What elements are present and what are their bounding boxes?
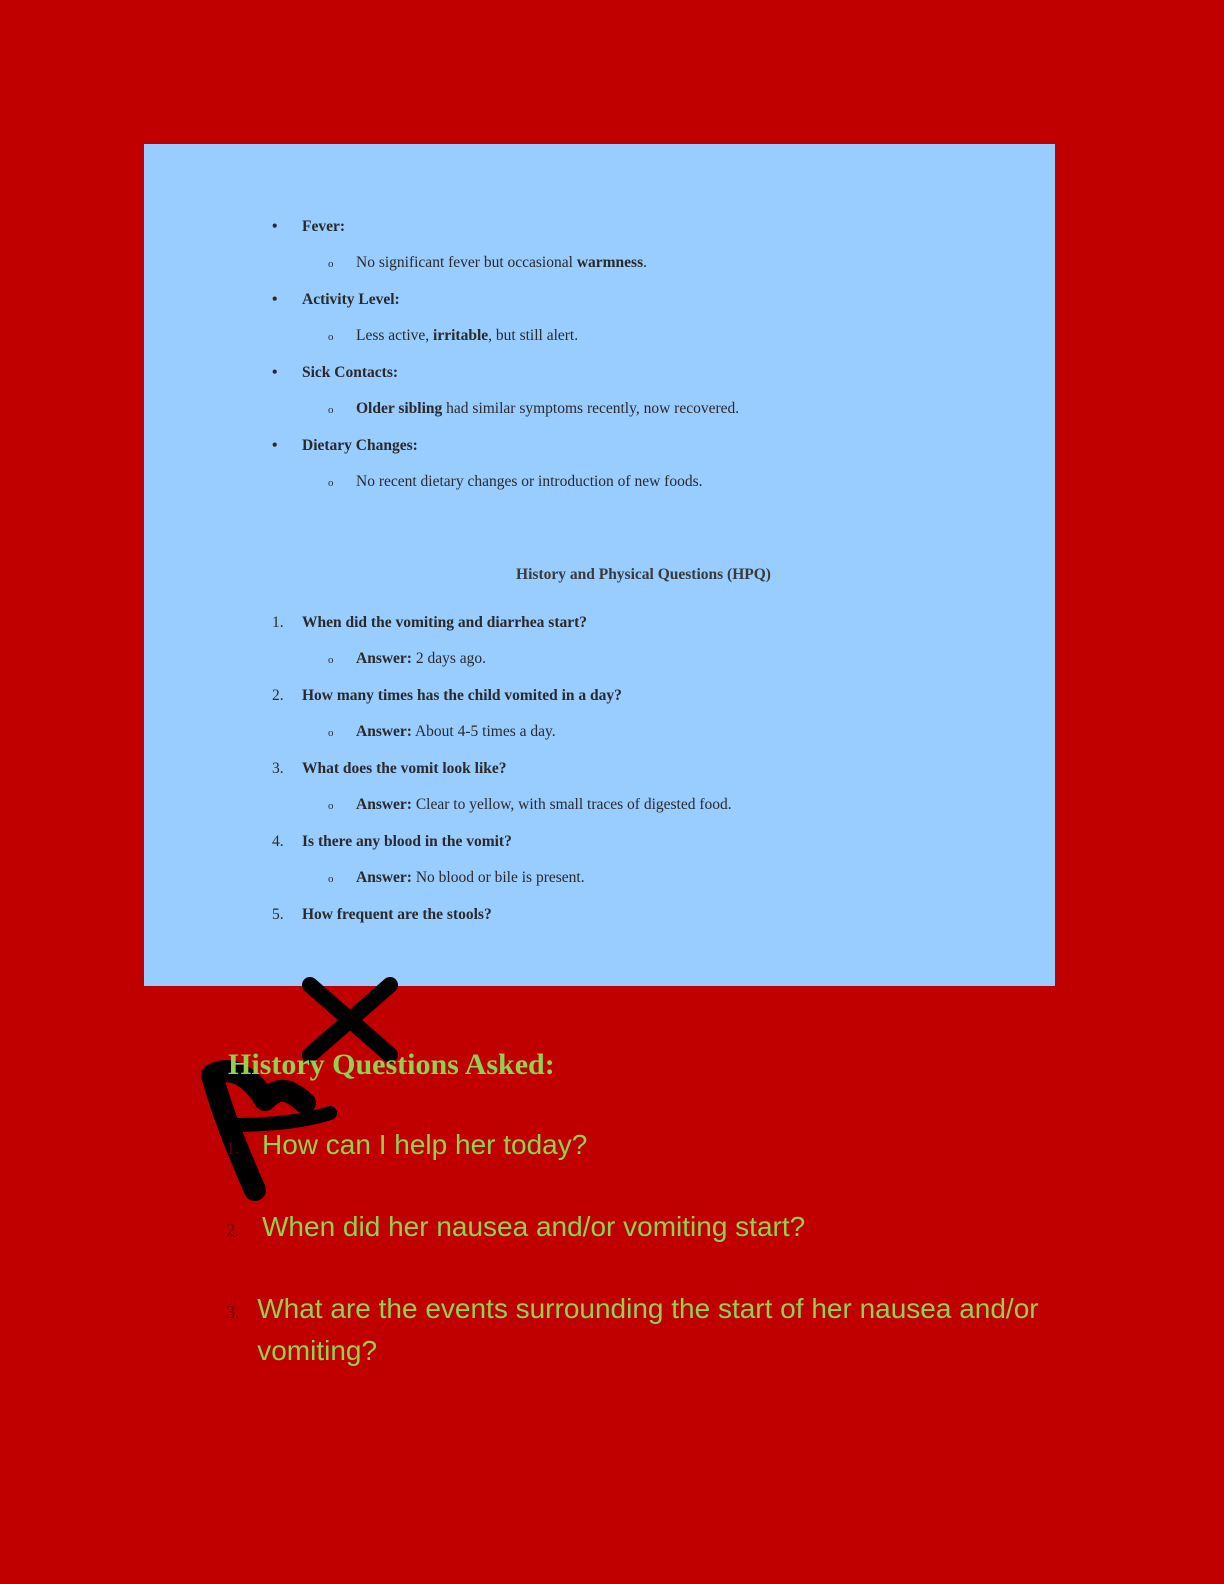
symptom-label: Dietary Changes: — [302, 437, 418, 454]
list-number: 1. — [226, 1138, 240, 1158]
hpq-item — [272, 612, 1015, 671]
hpq-question: What does the vomit look like? — [302, 760, 507, 777]
symptom-item — [272, 435, 1015, 494]
symptom-item — [272, 289, 1015, 348]
history-question: When did her nausea and/or vomiting start? — [262, 1211, 806, 1242]
hpq-item — [272, 831, 1015, 890]
hpq-question: When did the vomiting and diarrhea start? — [302, 614, 588, 631]
sub-marker: o — [328, 331, 334, 343]
hpq-number: 1. — [272, 614, 284, 631]
sub-marker: o — [328, 800, 334, 812]
hpq-answer: Answer: No blood or bile is present. — [356, 869, 585, 886]
bullet-marker: • — [272, 364, 278, 381]
hpq-question: How frequent are the stools? — [302, 906, 492, 923]
history-question: What are the events surrounding the start of her nausea and/or vomiting? — [257, 1293, 1039, 1366]
hpq-number: 4. — [272, 833, 284, 850]
hpq-answer: Answer: 2 days ago. — [356, 650, 487, 667]
panel-content — [272, 216, 1015, 926]
symptom-label: Fever: — [302, 218, 346, 235]
list-item — [226, 1124, 1046, 1166]
list-number: 2. — [226, 1220, 240, 1240]
hpq-number: 3. — [272, 760, 284, 777]
sub-marker: o — [328, 404, 334, 416]
hpq-number: 5. — [272, 906, 284, 923]
symptom-detail: No recent dietary changes or introduction of new foods. — [356, 473, 703, 490]
symptom-item — [272, 362, 1015, 421]
history-question: How can I help her today? — [262, 1129, 588, 1160]
hpq-answer: Answer: About 4-5 times a day. — [356, 723, 556, 740]
sub-marker: o — [328, 654, 334, 666]
hpq-title: History and Physical Questions (HPQ) — [516, 566, 771, 583]
sub-marker: o — [328, 477, 334, 489]
sub-marker: o — [328, 258, 334, 270]
hpq-item — [272, 904, 1015, 926]
symptom-detail: Less active, irritable, but still alert. — [356, 327, 579, 344]
history-questions-list — [226, 1124, 1046, 1412]
screenshot-panel — [144, 144, 1055, 986]
hpq-question: Is there any blood in the vomit? — [302, 833, 512, 850]
bullet-marker: • — [272, 291, 278, 308]
symptom-detail: No significant fever but occasional warmness. — [356, 254, 647, 271]
history-section-title: History Questions Asked: — [228, 1048, 555, 1081]
hpq-answer: Answer: Clear to yellow, with small traces of digested food. — [356, 796, 732, 813]
list-number: 3. — [226, 1302, 240, 1322]
list-item — [226, 1206, 1046, 1248]
bullet-marker: • — [272, 218, 278, 235]
symptom-detail: Older sibling had similar symptoms recently, now recovered. — [356, 400, 740, 417]
symptom-item — [272, 216, 1015, 275]
list-item — [226, 1288, 1046, 1372]
sub-marker: o — [328, 873, 334, 885]
hpq-question: How many times has the child vomited in a day? — [302, 687, 622, 704]
hpq-number: 2. — [272, 687, 284, 704]
hpq-item — [272, 685, 1015, 744]
symptom-label: Activity Level: — [302, 291, 400, 308]
bullet-marker: • — [272, 437, 278, 454]
symptom-label: Sick Contacts: — [302, 364, 399, 381]
hpq-item — [272, 758, 1015, 817]
sub-marker: o — [328, 727, 334, 739]
